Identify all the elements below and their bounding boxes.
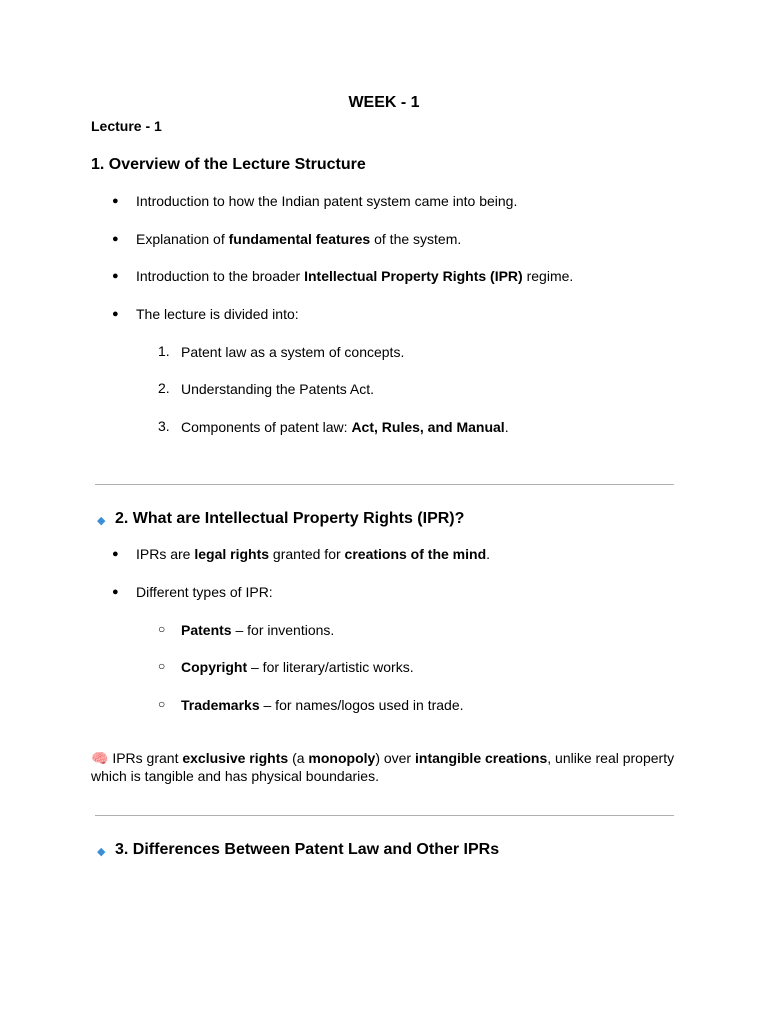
numbered-item [181,418,509,436]
list-item-text: Explanation of [136,231,229,247]
list-item-text: Introduction to the broader [136,268,305,284]
list-item [136,267,573,285]
bullet-marker: ● [112,548,119,560]
list-item [136,305,299,323]
list-item-text: Different types of IPR: [136,584,273,600]
section-1-heading: 1. Overview of the Lecture Structure [91,156,366,173]
sub-bullet-marker: ○ [158,659,166,673]
bullet-marker: ● [112,195,119,207]
list-item-text: regime. [522,268,574,284]
sub-bullet-marker: ○ [158,622,166,636]
list-number: 3. [158,418,170,434]
ipr-note-paragraph [91,749,681,785]
sub-list-item-text: – for literary/artistic works. [247,659,414,675]
horizontal-rule [95,484,674,485]
section-2-heading: 2. What are Intellectual Property Rights (IPR)? [115,510,465,527]
page-title: WEEK - 1 [348,94,420,111]
list-number: 1. [158,343,170,359]
list-item [136,583,273,601]
note-text: (a [288,750,309,766]
sub-list-item-bold: Patents [181,622,232,638]
sub-list-item [181,658,414,676]
numbered-item [181,343,404,361]
bullet-marker: ● [112,308,119,320]
list-item-text: Introduction to how the Indian patent system came into being. [136,193,518,209]
sub-bullet-marker: ○ [158,697,166,711]
list-item [136,230,461,248]
numbered-item-text: Understanding the Patents Act. [181,381,375,397]
bullet-marker: ● [112,270,119,282]
numbered-item-text: Components of patent law: [181,419,352,435]
horizontal-rule [95,815,674,816]
sub-list-item-bold: Copyright [181,659,248,675]
list-item [136,545,490,563]
note-text: , unlike real property which is tangible and has physical boundaries. [91,750,675,784]
note-text: IPRs grant [108,750,183,766]
list-item-text: The lecture is divided into: [136,306,299,322]
list-item-bold: legal rights [194,546,270,562]
lecture-label: Lecture - 1 [91,118,162,134]
numbered-item-text: . [504,419,509,435]
list-item-text: IPRs are [136,546,195,562]
diamond-icon: ◆ [97,846,106,858]
brain-icon: 🧠 [91,750,109,766]
note-bold: intangible creations [415,750,548,766]
numbered-item-text: Patent law as a system of concepts. [181,344,405,360]
list-item-bold: Intellectual Property Rights (IPR) [304,268,523,284]
note-bold: monopoly [308,750,376,766]
list-item-bold: creations of the mind [344,546,487,562]
sub-list-item-text: – for names/logos used in trade. [259,697,464,713]
list-item [136,192,517,210]
section-3-heading: 3. Differences Between Patent Law and Other IPRs [115,841,500,858]
note-bold: exclusive rights [182,750,289,766]
sub-list-item [181,621,334,639]
list-number: 2. [158,380,170,396]
list-item-text: . [486,546,491,562]
bullet-marker: ● [112,233,119,245]
sub-list-item [181,696,464,714]
sub-list-item-text: – for inventions. [231,622,335,638]
sub-list-item-bold: Trademarks [181,697,260,713]
list-item-text: granted for [269,546,345,562]
bullet-marker: ● [112,586,119,598]
list-item-bold: fundamental features [228,231,371,247]
note-text: ) over [375,750,415,766]
diamond-icon: ◆ [97,515,106,527]
list-item-text: of the system. [370,231,462,247]
numbered-item [181,380,374,398]
numbered-item-bold: Act, Rules, and Manual [351,419,505,435]
